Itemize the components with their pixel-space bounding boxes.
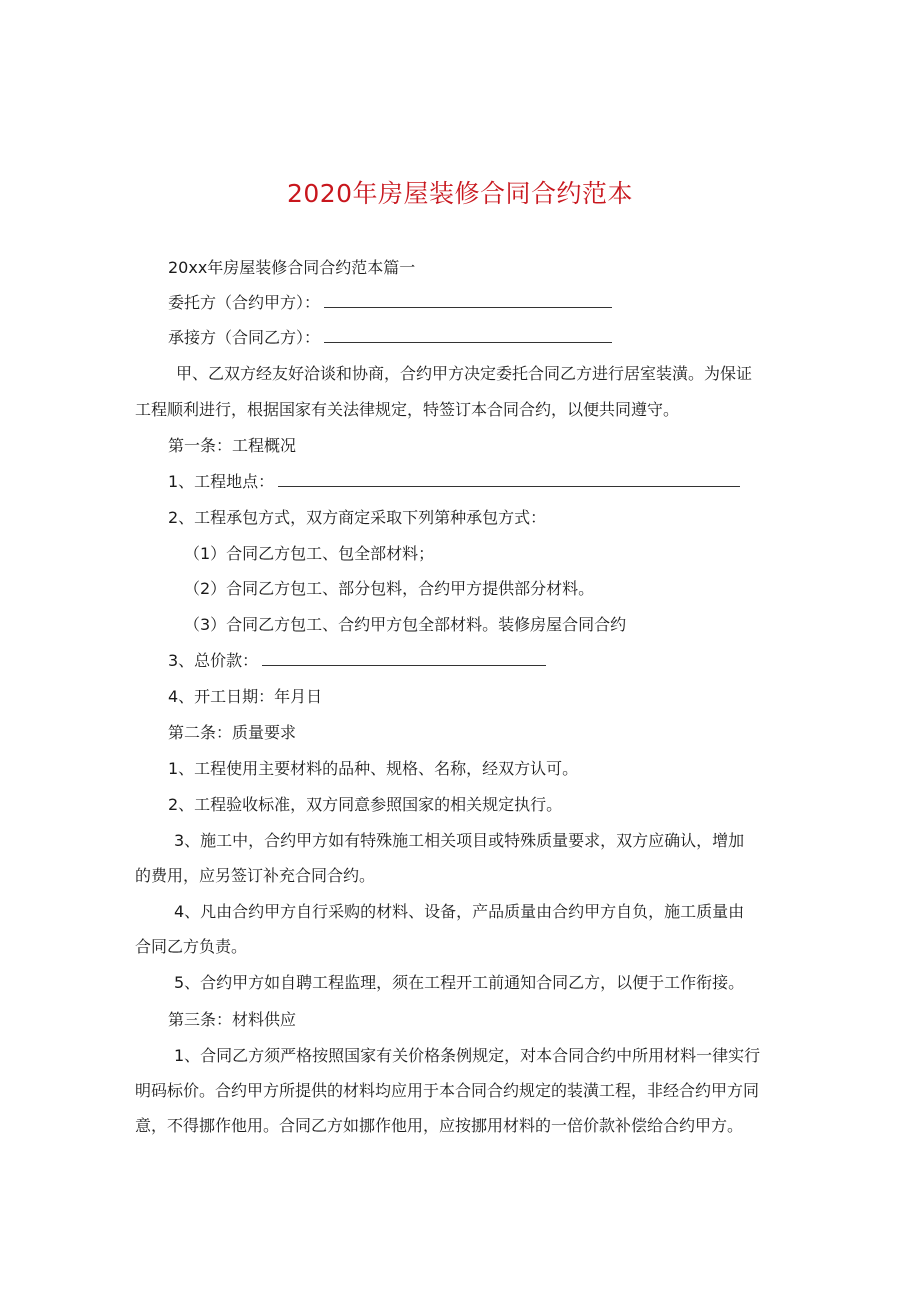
contractor-label: 承接方（合同乙方）： (168, 328, 321, 347)
article-2-item-4-line-2: 合同乙方负责。 (135, 937, 248, 956)
article-2-item-3-line-2: 的费用，应另签订补充合同合约。 (135, 866, 376, 885)
intro-line-2: 工程顺利进行，根据国家有关法律规定，特签订本合同合约，以便共同遵守。 (135, 400, 680, 419)
total-price-line (168, 651, 546, 671)
total-price-blank (262, 651, 546, 666)
project-location-label: 1、工程地点： (168, 472, 275, 491)
contract-option-1: （1）合同乙方包工、包全部材料； (184, 544, 435, 563)
article-3-heading: 第三条：材料供应 (168, 1010, 297, 1029)
contractor-line (168, 328, 612, 348)
document-subtitle: 20xx年房屋装修合同合约范本篇一 (168, 258, 416, 277)
contract-option-2: （2）合同乙方包工、部分包料，合约甲方提供部分材料。 (184, 579, 595, 598)
start-date-line: 4、开工日期：年月日 (168, 687, 323, 706)
article-2-heading: 第二条：质量要求 (168, 723, 297, 742)
article-3-item-1-line-1: 1、合同乙方须严格按照国家有关价格条例规定，对本合同合约中所用材料一律实行 (174, 1046, 761, 1065)
article-3-item-1-line-2: 明码标价。合约甲方所提供的材料均应用于本合同合约规定的装潢工程，非经合约甲方同 (135, 1081, 760, 1100)
intro-line-1: 甲、乙双方经友好洽谈和协商，合约甲方决定委托合同乙方进行居室装潢。为保证 (176, 364, 753, 383)
article-2-item-4-line-1: 4、凡由合约甲方自行采购的材料、设备，产品质量由合约甲方自负，施工质量由 (174, 902, 745, 921)
article-1-item-2: 2、工程承包方式，双方商定采取下列第种承包方式： (168, 508, 547, 527)
client-blank (324, 293, 612, 308)
article-2-item-2: 2、工程验收标准，双方同意参照国家的相关规定执行。 (168, 795, 563, 814)
project-location-line (168, 472, 740, 492)
article-2-item-5: 5、合约甲方如自聘工程监理，须在工程开工前通知合同乙方，以便于工作衔接。 (174, 973, 745, 992)
contract-option-3: （3）合同乙方包工、合约甲方包全部材料。装修房屋合同合约 (184, 615, 627, 634)
client-line (168, 293, 612, 313)
article-1-heading: 第一条：工程概况 (168, 436, 297, 455)
article-2-item-3-line-1: 3、施工中，合约甲方如有特殊施工相关项目或特殊质量要求，双方应确认，增加 (174, 831, 745, 850)
total-price-label: 3、总价款： (168, 651, 259, 670)
article-2-item-1: 1、工程使用主要材料的品种、规格、名称，经双方认可。 (168, 759, 579, 778)
client-label: 委托方（合约甲方）： (168, 293, 321, 312)
contractor-blank (324, 328, 612, 343)
project-location-blank (278, 472, 740, 487)
document-title: 2020年房屋装修合同合约范本 (286, 179, 634, 208)
article-3-item-1-line-3: 意，不得挪作他用。合同乙方如挪作他用，应按挪用材料的一倍价款补偿给合约甲方。 (135, 1116, 744, 1135)
